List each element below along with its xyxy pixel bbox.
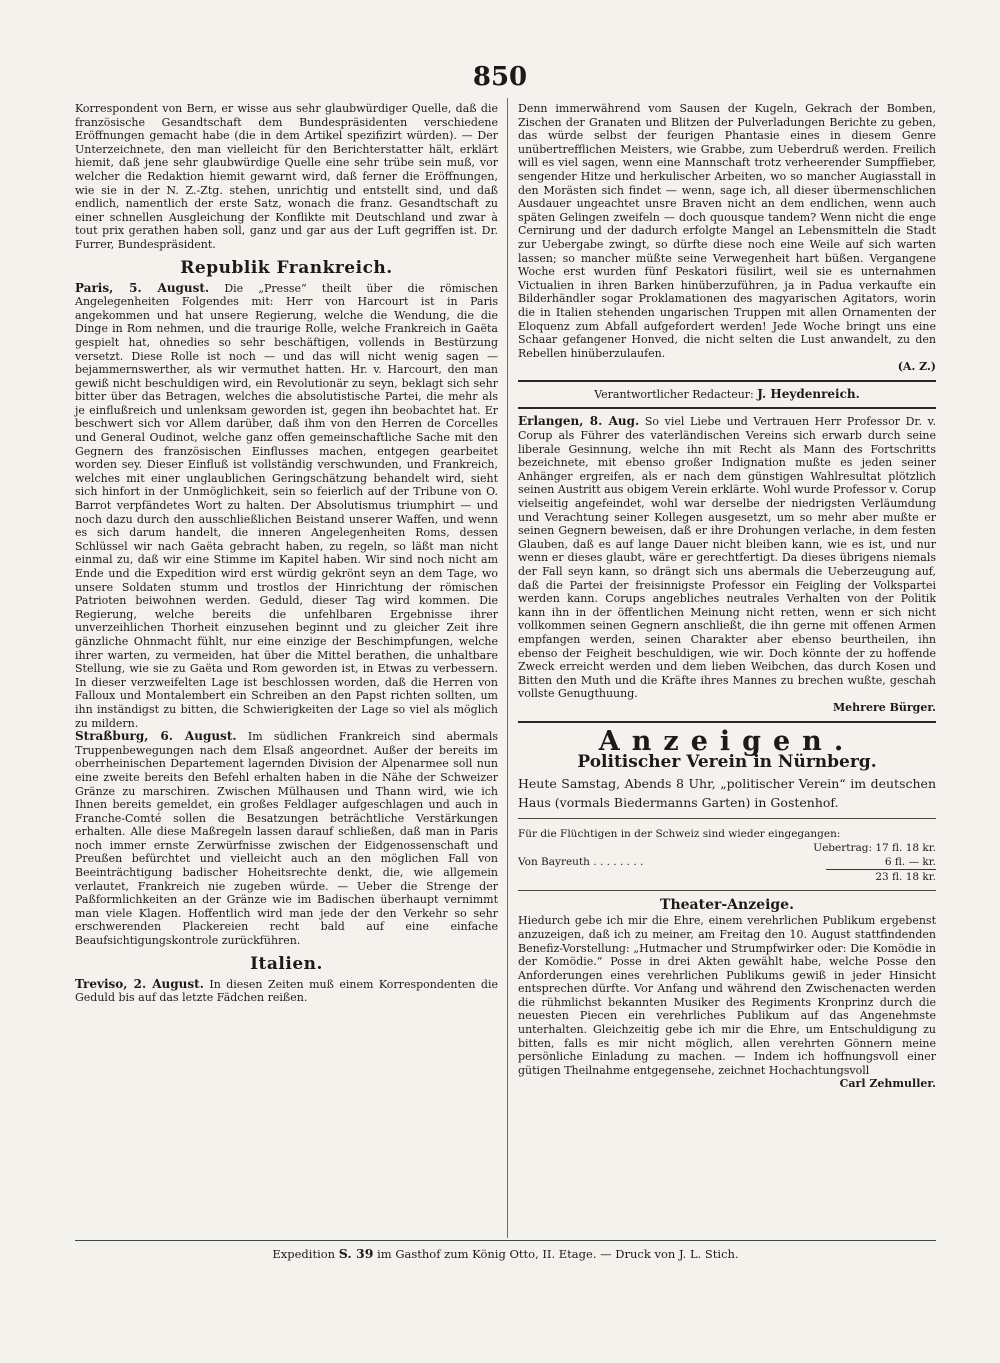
ad-political-club-text: Heute Samstag, Abends 8 Uhr, „politischer Verein“ im deutschen Haus (vormals Biedermanns Garten) in Gostenhof. [518,775,936,810]
paris-article [75,282,498,731]
theater-heading: Theater-Anzeige. [660,896,794,913]
treviso-dateline: Treviso, 2. August. [75,976,204,991]
page-number: 850 [472,62,528,92]
treviso-continued: Denn immerwährend vom Sausen der Kugeln, Gekrach der Bomben, Zischen der Granaten und Blitzen der Pulverladungen Berichte zu geben, das würde selbst der feurigen Phantasie eines in diesem Genre unübertrefflichen Meisters, wie Grabbe, zum Ueberdruß werden. Freilich will es viel sagen, wenn eine Mannschaft trotz verheerender Sumpffieber, sengender Hitze und herkulischer Arbeiten, wo so mancher Augiasstall in den Morästen sich findet — wenn, sage ich, all dieser übermenschlichen Ausdauer ungeachtet unsre Braven nicht an dem endlichen, wenn auch späten Gelingen zweifeln — doch quousque tandem? Wenn nicht die enge Cernirung und der dadurch erfolgte Mangel an Lebensmitteln die Stadt zur Uebergabe zwingt, so dürfte diese noch eine Weile auf sich warten lassen; so mancher müßte seine Verwegenheit hart büßen. Vergangene Woche erst wurden fünf Peskatori füsilirt, weil sie es unternahmen Victualien in ihren Barken hinüberzuführen, ja in Padua verkaufte ein Bilderhändler sogar Proklamationen des magyarischen Agitators, worin die in Italien stehenden ungarischen Truppen mit allen Ornamenten der Eloquenz zum Abfall aufgefordert werden! Jede Woche bringt uns eine Schaar gefangener Honved, die nicht selten die Lust anwandelt, zu den Rebellen hinüberzulaufen. [518,102,936,360]
divider-rule [518,818,936,819]
editor-label: Verantwortlicher Redacteur: [594,387,754,401]
divider-rule [518,407,936,409]
divider-rule [518,380,936,382]
theater-signature: Carl Zehmuller. [839,1077,936,1091]
erlangen-article [518,415,936,700]
ledger-amount: 6 fl. — kr. [884,855,936,868]
ad-political-club-heading: Politischer Verein in Nürnberg. [577,752,877,773]
footer-prefix: Expedition [272,1247,336,1261]
ledger-row [518,855,936,869]
column-divider [507,98,508,1238]
footer-address-number: S. 39 [338,1246,374,1261]
section-heading-italy: Italien. [250,953,323,974]
right-column [518,102,936,1091]
footer-rest: im Gasthof zum König Otto, II. Etage. — Druck von J. L. Stich. [377,1247,739,1261]
treviso-text: In diesen Zeiten muß einem Korrespondenten die Geduld bis auf das letzte Fädchen reißen. [75,977,499,1005]
strassburg-text: Im südlichen Frankreich sind abermals Truppenbewegungen nach dem Elsaß angeordnet. Außer der bereits im oberrheinischen Departement lagernden Division der Alpenarmee soll nun eine zweite bereits den Befehl erhalten haben in die Nähe der Schweizer Gränze zu marschiren. Zwischen Mülhausen und Thann wird, wie ich Ihnen bereits gemeldet, ein großes Feldlager aufgeschlagen und auch in Franche-Comté sollen die Besatzungen beträchtliche Verstärkungen erhalten. Alle diese Maßregeln lassen darauf schließen, daß man in Paris noch immer ernste Zerwürfnisse zwischen der Eidgenossenschaft und Preußen befürchtet und vielleicht auch an den möglichen Fall von Beeinträchtigung badischer Hoheitsrechte denkt, die, wie allgemein verlautet, Frankreich nie zugeben würde. — Ueber die Strenge der Paßformlichkeiten an der Gränze wie im Badischen überhaupt vernimmt man viele Klagen. Hoffentlich wird man jede der den Verkehr so sehr erschwerenden Plackereien recht bald auf eine einfache Beaufsichtigungskontrole zurückführen. [75,730,498,948]
theater-text: Hiedurch gebe ich mir die Ehre, einem verehrlichen Publikum ergebenst anzuzeigen, daß ich zu meiner, am Freitag den 10. August stattfindenden Benefiz-Vorstellung: „Hutmacher und Strumpfwirker oder: Die Komödie in der Komödie.“ Posse in drei Akten gewählt habe, welche Posse den Anforderungen eines verehrlichen Publikums gewiß in jeder Hinsicht entsprechen dürfte. Vor Anfang und während den Zwischenacten werden die rühmlichst bekannten Musiker des Regiments Kronprinz durch die neuesten Piecen ein verehrliches Publikum auf das Angenehmste unterhalten. Gleichzeitig gebe ich mir die Ehre, um Entschuldigung zu bitten, falls es mir nicht möglich, allen verehrten Gönnern meine persönliche Einladung zu machen. — Indem ich hoffnungsvoll einer gütigen Theilnahme entgegensehe, zeichnet Hochachtungsvoll [518,914,936,1077]
ads-heading: Anzeigen. [598,725,856,757]
section-heading-france: Republik Frankreich. [180,257,393,278]
paris-dateline: Paris, 5. August. [75,280,210,295]
donation-ledger [518,827,936,884]
ledger-label: Von Bayreuth . . . . . . . . [518,855,644,868]
ledger-row [518,841,936,855]
editor-name: J. Heydenreich. [757,386,860,401]
editor-line [518,388,936,402]
imprint-footer [75,1246,936,1261]
bern-article: Korrespondent von Bern, er wisse aus sehr glaubwürdiger Quelle, daß die französische Gesandtschaft dem Bundespräsidenten verschiedene Eröffnungen gemacht habe (die in dem Artikel spezifizirt würden). — Der Unterzeichnete, den man vielleicht für den Berichterstatter hält, erklärt hiemit, daß jene sehr glaubwürdige Quelle eine sehr trübe sein muß, vor welcher die Redaktion hiemit gewarnt wird, daß ferner die Eröffnungen, wie sie in der N. Z.-Ztg. stehen, unrichtig und entstellt sind, und daß endlich, namentlich der erste Satz, wonach die franz. Gesandtschaft zu einer schnellen Ausgleichung der Konflikte mit Deutschland und zwar à tout prix gerathen haben soll, ganz und gar aus der Luft gegriffen ist. Dr. Furrer, Bundespräsident. [75,102,498,251]
ledger-amount: Uebertrag: 17 fl. 18 kr. [813,841,936,854]
strassburg-dateline: Straßburg, 6. August. [75,729,237,744]
paris-text: Die „Presse“ theilt über die römischen Angelegenheiten Folgendes mit: Herr von Harcourt ist in Paris angekommen und hat unsere Regierung, welche die Wendung, die die Dinge in Rom nehmen, und die traurige Rolle, welche Frankreich in Gaëta gespielt hat, ohnedies so sehr beschäftigen, vollends in Bestürzung versetzt. Diese Rolle ist noch — und das will nicht wenig sagen — bejammernswerther, als wir vermuthet hatten. Hr. v. Harcourt, den man gewiß nicht beschuldigen wird, ein Revolutionär zu seyn, beklagt sich sehr bitter über das Betragen, welches die absolutistische Partei, die mehr als je einflußreich und unlenksam geworden ist, gegen ihn beobachtet hat. Er beschwert sich vor Allem darüber, daß ihm von den Herren de Corcelles und General Oudinot, welche ganz offen gemeinschaftliche Sache mit den Gegnern des französischen Einflusses machen, entgegen gearbeitet worden sey. Dieser Einfluß ist vollständig verschwunden, und Frankreich, welches mit einer unglaublichen Geringschätzung behandelt wird, sieht sich hinfort in der Unmöglichkeit, sein so feierlich auf der Tribune von O. Barrot verpfändetes Wort zu halten. Der Absolutismus triumphirt — und noch dazu durch den ausschließlichen Beistand unserer Waffen, und wenn es sich darum handelt, die inneren Angelegenheiten Roms, dessen Schlüssel wir nach Gaëta gebracht haben, zu regeln, so läßt man nicht einmal zu, daß wir eine Stimme im Kapitel haben. Wir sind noch nicht am Ende und die Expedition wird erst würdig gekrönt seyn an dem Tage, wo unsere Soldaten stumm und trostlos der Hinrichtung der römischen Patrioten beiwohnen werden. Geduld, dieser Tag wird kommen. Die Regierung, welche bereits die unfehlbaren Ergebnisse ihrer unverzeihlichen Thorheit einzusehen beginnt und zu gleicher Zeit ihre gänzliche Ohnmacht fühlt, nur eine einzige der Beschimpfungen, welche ihrer warten, zu vermeiden, hat über die Mittel berathen, die unhaltbare Stellung, wie sie zu Gaëta und Rom geworden ist, in Etwas zu verbessern. In dieser verzweifelten Lage ist beschlossen worden, daß die Herren von Falloux und Montalembert ein Schreiben an den Papst richten sollten, um ihn inständigst zu bitten, die Schwierigkeiten der Lage so viel als möglich zu mildern. [75,281,499,730]
erlangen-dateline: Erlangen, 8. Aug. [518,414,640,429]
ledger-total: 23 fl. 18 kr. [826,869,936,884]
ledger-intro: Für die Flüchtigen in der Schweiz sind wieder eingegangen: [518,827,841,840]
divider-rule [518,721,936,723]
divider-rule [518,890,936,891]
erlangen-signature: Mehrere Bürger. [833,700,936,714]
strassburg-article [75,730,498,948]
treviso-article [75,978,498,1005]
footer-rule [75,1240,936,1241]
left-column [75,102,498,1005]
article-signature: (A. Z.) [897,360,936,374]
erlangen-text: So viel Liebe und Vertrauen Herr Professor Dr. v. Corup als Führer des vaterländischen Vereins sich erwarb durch seine liberale Gesinnung, welche ihn mit Recht als Mann des Fortschritts bezeichnete, mit ebenso großer Indignation mußte es jeden seiner Anhänger ergreifen, als er nach dem günstigen Wahlresultat plötzlich seinen Austritt aus obigem Verein erklärte. Wohl wurde Professor v. Corup vielseitig angefeindet, wohl war derselbe der niedrigsten Verläumdung und Verachtung seiner Kollegen ausgesetzt, um so mehr aber mußte er seinen Gegnern beweisen, daß er ihre Drohungen verlache, in dem festen Glauben, daß es auf lange Dauer nicht bleiben kann, wie es ist, und nur wenn er dieses glaubt, wäre er gerechtfertigt. Da dieses übrigens niemals der Fall seyn kann, so drängt sich uns abermals die Ueberzeugung auf, daß die Partei der freisinnigste Professor ein Feigling der Volkspartei werden kann. Corups angebliches neutrales Verhalten von der Politik kann ihn in der öffentlichen Meinung nicht retten, wenn er sich nicht vollkommen seinen Gegnern anschließt, die ihn gerne mit offenen Armen empfangen werden, seinen Charakter aber ebenso beurtheilen, ihn ebenso der Feigheit beschuldigen, wie wir. Doch könnte der zu hoffende Zweck erreicht werden und dem lieben Weibchen, das durch Kosen und Bitten den Muth und die Kräfte ihres Mannes zu brechen wußte, geschah vollste Genugthuung. [518,415,936,701]
